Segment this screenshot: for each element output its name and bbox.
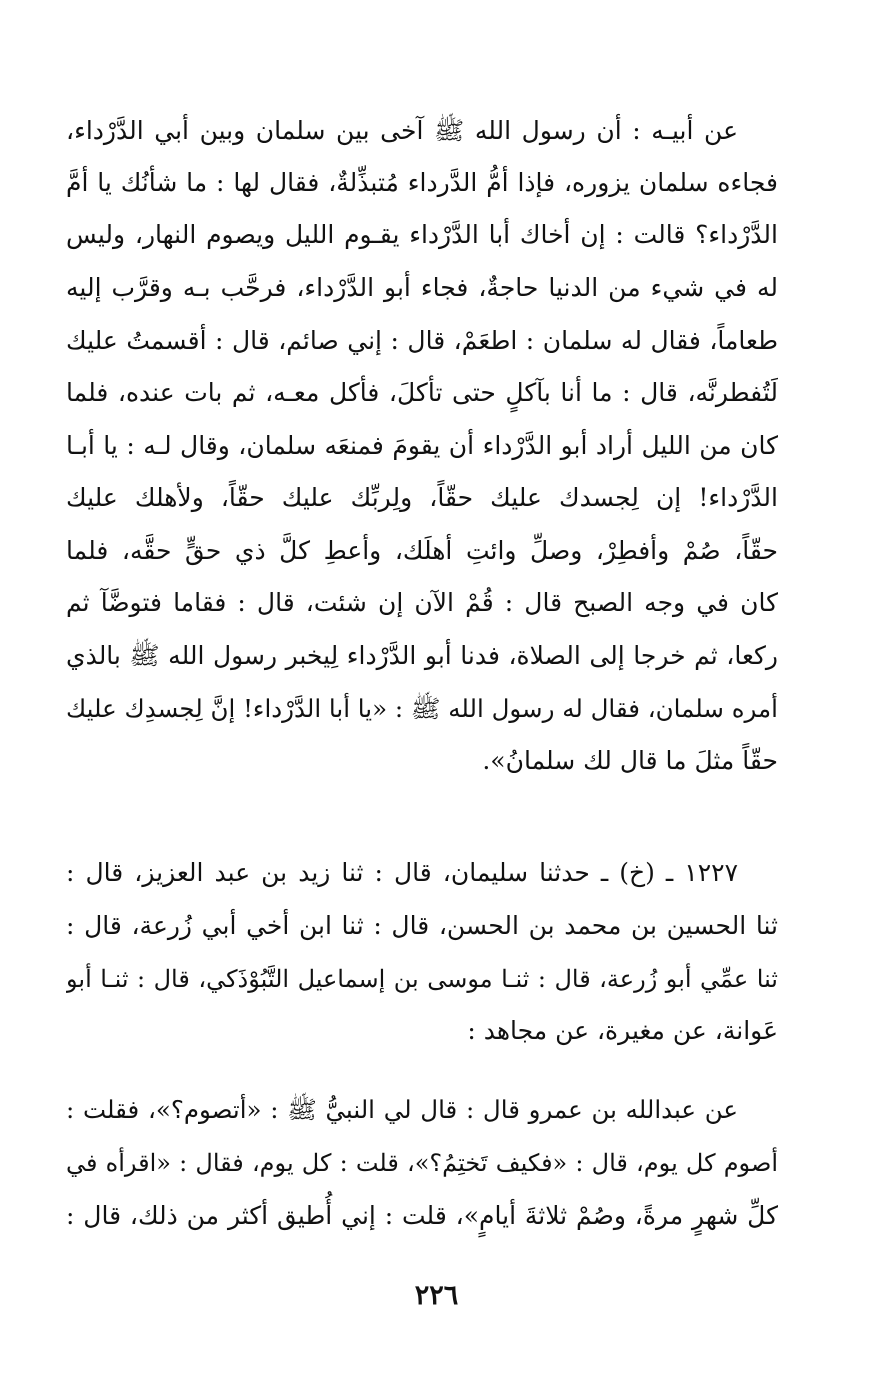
text-line: عَوانة، عن مغيرة، عن مجاهد : — [467, 1016, 778, 1045]
text-line: كلِّ شهرٍ مرةً، وصُمْ ثلاثةَ أيامٍ»، قلت : إني أُطيق أكثر من ذلك، قال : — [66, 1201, 778, 1230]
text-line: حقّاً مثلَ ما قال لك سلمانُ». — [482, 746, 778, 775]
text-line: ثنا الحسين بن محمد بن الحسن، قال : ثنا ابن أخي أبي زُرعة، قال : — [66, 911, 778, 940]
text-line: أمره سلمان، فقال له رسول الله ﷺ : «يا أبا الدَّرْداء! إنَّ لِجسدِك عليك — [66, 694, 778, 723]
text-line: عن عبدالله بن عمرو قال : قال لي النبيُّ ﷺ : «أتصوم؟»، فقلت : — [66, 1095, 738, 1124]
text-line: كان من الليل أراد أبو الدَّرْداء أن يقومَ فمنعَه سلمان، وقال لـه : يا أبـا — [66, 431, 778, 460]
text-line: ثنا عمِّي أبو زُرعة، قال : ثنـا موسى بن إسماعيل التَّبُوْذَكي، قال : ثنـا أبو — [66, 965, 778, 993]
text-line: لَتُفطرنَّه، قال : ما أنا بآكلٍ حتى تأكلَ، فأكل معـه، ثم بات عنده، فلما — [66, 378, 778, 407]
text-line: طعاماً، فقال له سلمان : اطعَمْ، قال : إني صائم، قال : أقسمتُ عليك — [66, 326, 778, 355]
text-line: ركعا، ثم خرجا إلى الصلاة، فدنا أبو الدَّرْداء لِيخبر رسول الله ﷺ بالذي — [66, 641, 778, 670]
page-number: ٢٢٦ — [414, 1280, 459, 1311]
text-line: الدَّرْداء؟ قالت : إن أخاك أبا الدَّرْداء يقـوم الليل ويصوم النهار، وليس — [66, 220, 778, 249]
text-line: كان في وجه الصبح قال : قُمْ الآن إن شئت، قال : فقاما فتوضَّآ ثم — [66, 588, 778, 617]
text-line: فجاءه سلمان يزوره، فإذا أمُّ الدَّرداء مُتبذِّلةٌ، فقال لها : ما شأنُك يا أمَّ — [66, 168, 778, 197]
text-line: ١٢٢٧ ـ (خ) ـ حدثنا سليمان، قال : ثنا زيد بن عبد العزيز، قال : — [66, 858, 738, 887]
text-line: له في شيء من الدنيا حاجةٌ، فجاء أبو الدَّرْداء، فرحَّب بـه وقرَّب إليه — [66, 273, 778, 302]
text-line: أصوم كل يوم، قال : «فكيف تَختِمُ؟»، قلت : كل يوم، فقال : «اقرأه في — [66, 1149, 778, 1177]
text-line: حقّاً، صُمْ وأفطِرْ، وصلِّ وائتِ أهلَك، وأعطِ كلَّ ذي حقٍّ حقَّه، فلما — [66, 536, 778, 565]
text-line: الدَّرْداء! إن لِجسدك عليك حقّاً، ولِربِّك عليك حقّاً، ولأهلك عليك — [66, 483, 778, 512]
text-line: عن أبيـه : أن رسول الله ﷺ آخى بين سلمان وبين أبي الدَّرْداء، — [66, 116, 738, 145]
